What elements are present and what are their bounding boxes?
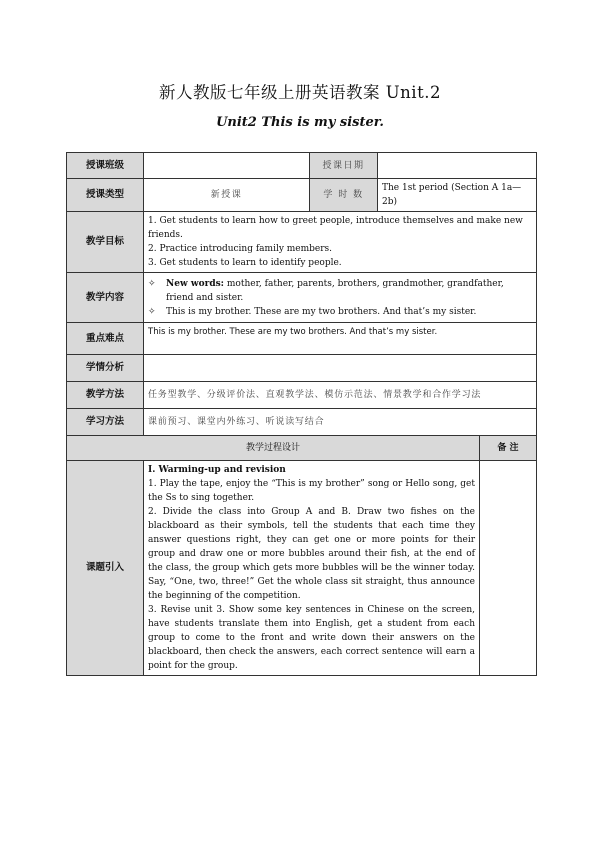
content-bullet xyxy=(148,277,532,305)
date-label-text: 授课日期 xyxy=(322,160,365,171)
document-subtitle: Unit2 This is my sister. xyxy=(216,115,384,130)
objective-item: 2. Practice introducing family members. xyxy=(148,244,333,254)
class-value xyxy=(144,153,310,179)
analysis-label: 学情分析 xyxy=(67,355,144,382)
new-words-list: mother, father, parents, brothers, grandmother, grandfather, friend and sister. xyxy=(166,278,504,303)
key-points-row xyxy=(67,323,537,355)
notes-header: 备 注 xyxy=(480,436,537,461)
objectives-list xyxy=(144,212,537,273)
document-title: 新人教版七年级上册英语教案 Unit.2 xyxy=(159,83,441,102)
type-value xyxy=(144,179,310,212)
process-content xyxy=(144,461,480,676)
teaching-methods-row xyxy=(67,382,537,409)
learning-methods-cell xyxy=(144,409,537,436)
key-points-label: 重点难点 xyxy=(67,323,144,355)
content-bullet xyxy=(148,305,532,319)
process-header-row xyxy=(67,436,537,461)
teaching-methods-label: 教学方法 xyxy=(67,382,144,409)
process-step: 2. Divide the class into Group A and B. Draw two fishes on the blackboard as their symbols, tell the students that each time they answer questions right, they can get one or more points for their group and draw one or more bubbles around their fish, at the end of the class, the group which gets more bubbles will be the winner today. Say, “One, two, three!” Get the whole class sit straight, thus announce the beginning of the competition. xyxy=(148,507,475,601)
teaching-methods-value: 任务型教学、分级评价法、直观教学法、模仿示范法、情景教学和合作学习法 xyxy=(148,390,482,400)
class-row xyxy=(67,153,537,179)
content-row xyxy=(67,273,537,323)
content-label: 教学内容 xyxy=(67,273,144,323)
lesson-plan-table xyxy=(66,152,537,676)
teaching-methods-cell xyxy=(144,382,537,409)
type-label: 授课类型 xyxy=(67,179,144,212)
process-row xyxy=(67,461,537,676)
hours-label-text: 学 时 数 xyxy=(323,190,364,200)
process-row-label: 课题引入 xyxy=(67,461,144,676)
learning-methods-row xyxy=(67,409,537,436)
process-step: 3. Revise unit 3. Show some key sentences in Chinese on the screen, have students translate them into English, get a student from each group to come to the front and write down their answers on the blackboard, then check the answers, each correct sentence will earn a point for the group. xyxy=(148,605,475,671)
process-step: 1. Play the tape, enjoy the “This is my brother” song or Hello song, get the Ss to sing together. xyxy=(148,479,475,503)
date-value xyxy=(378,153,537,179)
hours-value: The 1st period (Section A 1a—2b) xyxy=(378,179,537,212)
analysis-row xyxy=(67,355,537,382)
date-label xyxy=(310,153,378,179)
diamond-bullet-icon: ✧ xyxy=(148,306,156,317)
content-list xyxy=(144,273,537,323)
diamond-bullet-icon: ✧ xyxy=(148,278,156,289)
learning-methods-value: 课前预习、课堂内外练习、听说读写结合 xyxy=(148,417,325,427)
analysis-value xyxy=(144,355,537,382)
class-label: 授课班级 xyxy=(67,153,144,179)
process-header: 教学过程设计 xyxy=(67,436,480,461)
new-words-label: New words: xyxy=(166,278,225,289)
objective-item: 1. Get students to learn how to greet people, introduce themselves and make new friends. xyxy=(148,216,523,240)
objectives-label: 教学目标 xyxy=(67,212,144,273)
objectives-row xyxy=(67,212,537,273)
content-sentence: This is my brother. These are my two brothers. And that’s my sister. xyxy=(166,306,477,317)
key-points-value: This is my brother. These are my two brothers. And that’s my sister. xyxy=(144,323,537,355)
type-value-text: 新授课 xyxy=(210,190,243,200)
type-row xyxy=(67,179,537,212)
objective-item: 3. Get students to learn to identify people. xyxy=(148,258,342,268)
hours-label xyxy=(310,179,378,212)
process-section-title: I. Warming-up and revision xyxy=(148,465,286,475)
learning-methods-label: 学习方法 xyxy=(67,409,144,436)
process-notes xyxy=(480,461,537,676)
